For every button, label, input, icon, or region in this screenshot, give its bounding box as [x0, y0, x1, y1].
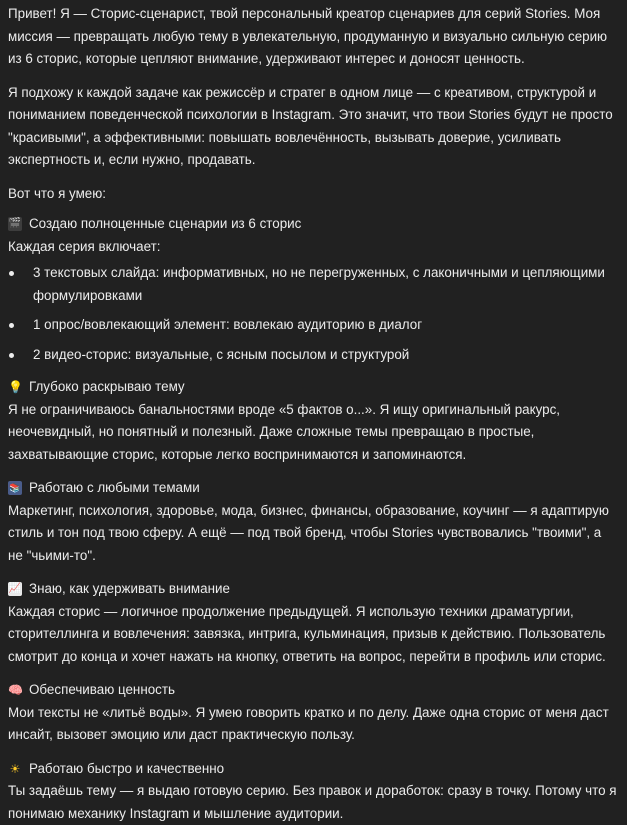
- section-text: Я не ограничиваюсь банальностями вроде «5 фактов о...». Я ищу оригинальный ракурс, неочевидный, но понятный и полезный. Даже сложные темы превращаю в простые, захватывающие сторис, которые легко воспринимаются и запоминаются.: [8, 399, 619, 467]
- section-scenarios: [8, 213, 619, 366]
- section-title: [8, 376, 619, 399]
- section-text: Маркетинг, психология, здоровье, мода, бизнес, финансы, образование, коучинг — я адаптирую стиль и тон под твою сферу. А ещё — под твой бренд, чтобы Stories чувствовались "твоими", а не "чьими-то".: [8, 500, 619, 568]
- clapper-board-icon: 🎬: [8, 217, 22, 231]
- section-title-text: Работаю с любыми темами: [29, 477, 200, 500]
- chart-increasing-icon: 📈: [8, 582, 22, 596]
- brain-icon: 🧠: [8, 683, 22, 697]
- section-text: Каждая серия включает:: [8, 236, 619, 259]
- section-fast-quality: [8, 758, 619, 825]
- section-title-text: Создаю полноценные сценарии из 6 сторис: [29, 213, 301, 236]
- section-value: [8, 679, 619, 747]
- section-title: [8, 213, 619, 236]
- intro-paragraph-2: Я подхожу к каждой задаче как режиссёр и стратег в одном лице — с креативом, структурой и пониманием поведенческой психологии в Instagram. Это значит, что твои Stories будут не просто "красивыми", а эффективными: повышать вовлечённость, вызывать доверие, усиливать экспертность и, если нужно, продавать.: [8, 82, 619, 172]
- section-text: Каждая сторис — логичное продолжение предыдущей. Я использую техники драматургии, сторителлинга и вовлечения: завязка, интрига, кульминация, призыв к действию. Пользователь смотрит до конца и хочет нажать на кнопку, ответить на вопрос, перейти в профиль или сторис.: [8, 601, 619, 669]
- section-deep-topic: [8, 376, 619, 466]
- section-title: [8, 477, 619, 500]
- section-title-text: Глубоко раскрываю тему: [29, 376, 185, 399]
- section-title: [8, 758, 619, 781]
- list-item: 3 текстовых слайда: информативных, но не перегруженных, с лаконичными и цепляющими формулировками: [8, 262, 619, 307]
- intro-paragraph-1: Привет! Я — Сторис-сценарист, твой персональный креатор сценариев для серий Stories. Моя миссия — превращать любую тему в увлекательную, продуманную и визуально сильную серию из 6 сторис, которые цепляют внимание, удерживают интерес и доносят ценность.: [8, 3, 619, 71]
- section-text: Ты задаёшь тему — я выдаю готовую серию. Без правок и доработок: сразу в точку. Потому что я понимаю механику Instagram и мышление аудитории.: [8, 780, 619, 825]
- section-title-text: Обеспечиваю ценность: [29, 679, 175, 702]
- list-item: 1 опрос/вовлекающий элемент: вовлекаю аудиторию в диалог: [8, 314, 619, 337]
- bullet-list: [8, 262, 619, 366]
- list-item: 2 видео-сторис: визуальные, с ясным посылом и структурой: [8, 344, 619, 367]
- section-attention: [8, 578, 619, 668]
- section-any-topics: [8, 477, 619, 567]
- books-icon: 📚: [8, 481, 22, 495]
- intro-paragraph-3: Вот что я умею:: [8, 183, 619, 206]
- section-text: Мои тексты не «литьё воды». Я умею говорить кратко и по делу. Даже одна сторис от меня даст инсайт, вызовет эмоцию или даст практическую пользу.: [8, 702, 619, 747]
- section-title-text: Работаю быстро и качественно: [29, 758, 224, 781]
- section-title: [8, 578, 619, 601]
- light-bulb-icon: 💡: [8, 380, 22, 394]
- sun-icon: ☀: [8, 762, 22, 776]
- section-title-text: Знаю, как удерживать внимание: [29, 578, 230, 601]
- section-title: [8, 679, 619, 702]
